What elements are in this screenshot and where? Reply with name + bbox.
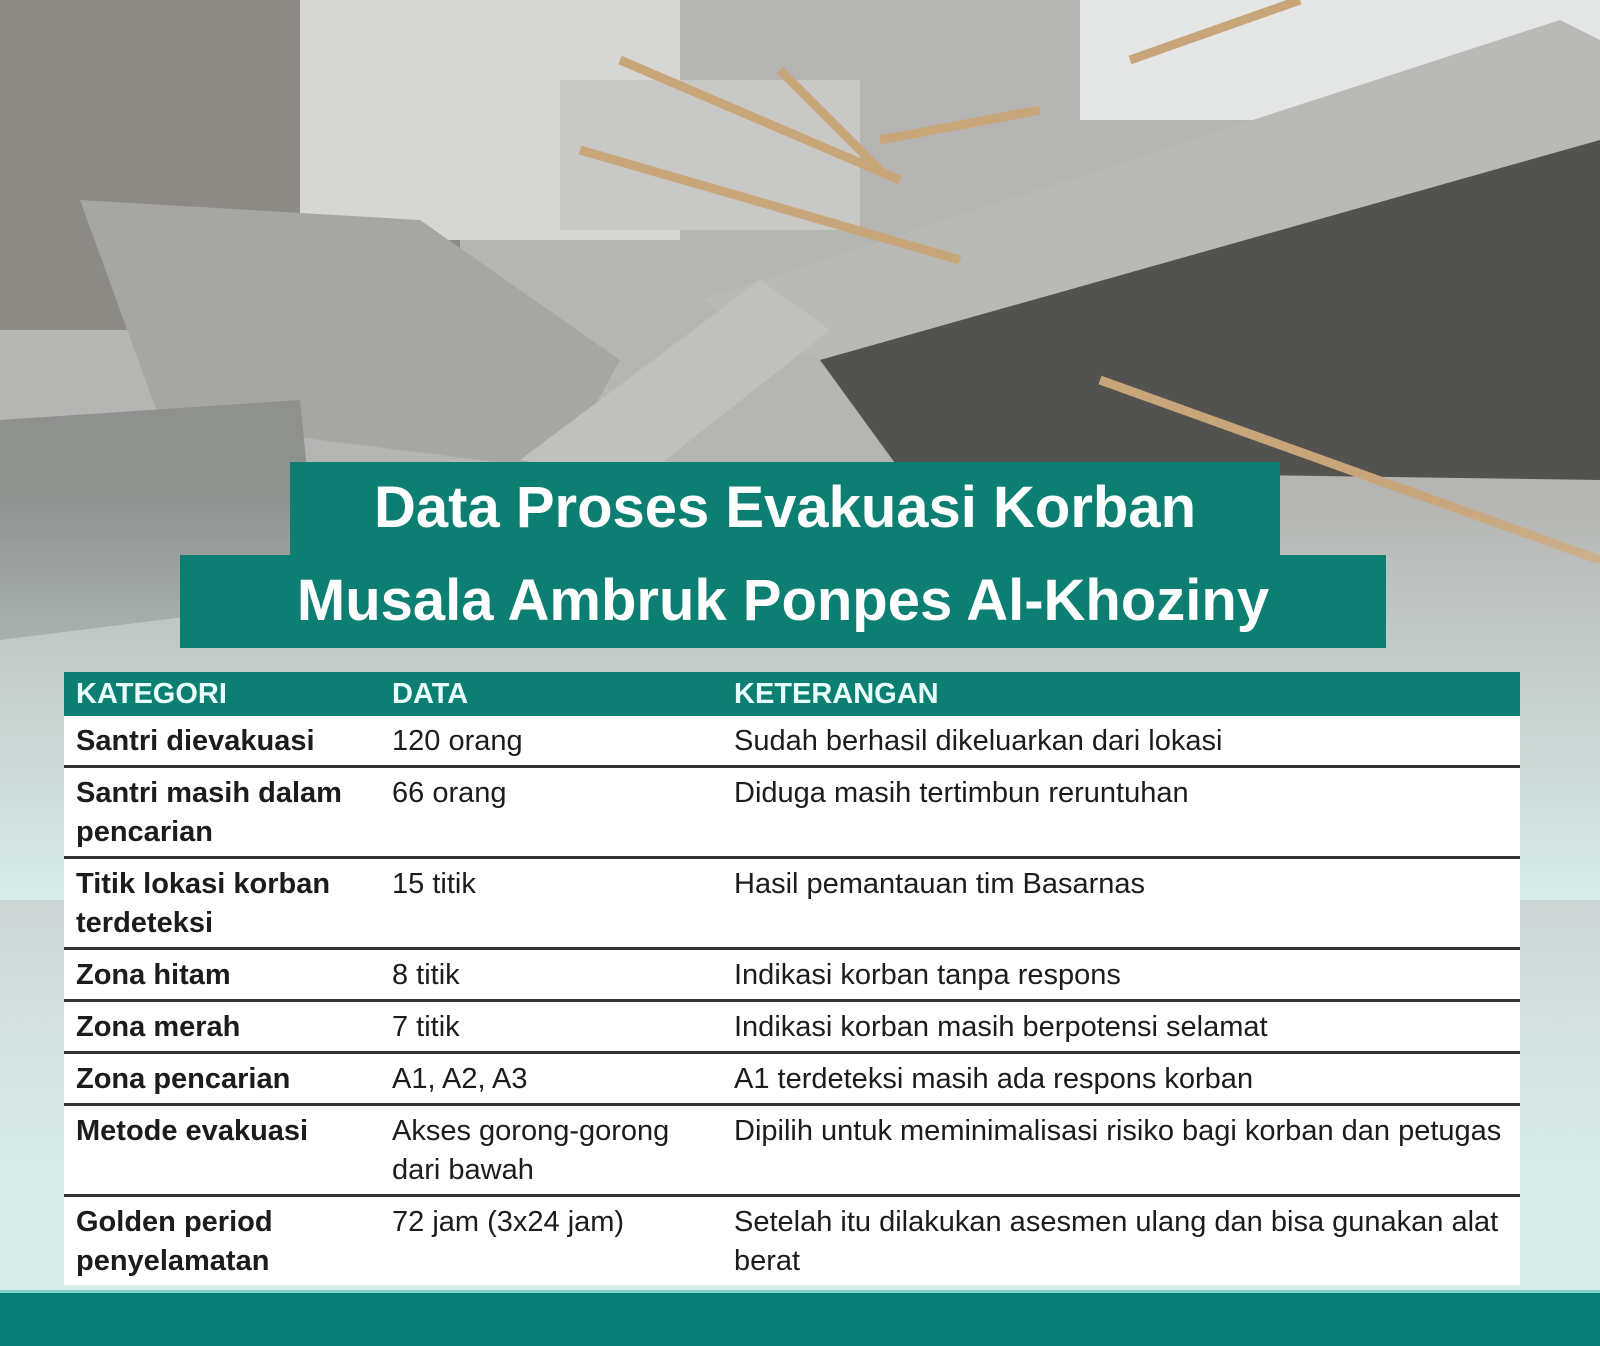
header-data: DATA <box>380 672 722 716</box>
cell-keterangan: Indikasi korban tanpa respons <box>722 949 1520 1001</box>
cell-data: 66 orang <box>380 767 722 858</box>
cell-data: 120 orang <box>392 725 523 757</box>
cell-data: 8 titik <box>380 949 722 1001</box>
table-row <box>64 949 1520 1001</box>
header-kategori: KATEGORI <box>64 672 380 716</box>
table-row <box>64 1001 1520 1053</box>
cell-data: 7 titik <box>380 1001 722 1053</box>
table-row <box>64 716 1520 767</box>
table-row <box>64 858 1520 949</box>
evacuation-data-table <box>64 672 1520 1285</box>
footer-band <box>0 1290 1600 1346</box>
title-line-1: Data Proses Evakuasi Korban <box>290 462 1280 555</box>
cell-data: Akses gorong-gorong dari bawah <box>380 1105 722 1196</box>
cell-keterangan: Indikasi korban masih berpotensi selamat <box>722 1001 1520 1053</box>
header-keterangan: KETERANGAN <box>722 672 1520 716</box>
cell-keterangan: Dipilih untuk meminimalisasi risiko bagi korban dan petugas <box>722 1105 1520 1196</box>
cell-kategori: Zona hitam <box>64 949 380 1001</box>
table-row <box>64 767 1520 858</box>
cell-kategori: Zona pencarian <box>64 1053 380 1105</box>
table-row <box>64 1053 1520 1105</box>
cell-keterangan: Sudah berhasil dikeluarkan dari lokasi <box>734 725 1223 757</box>
cell-data: A1, A2, A3 <box>380 1053 722 1105</box>
cell-data: 15 titik <box>380 858 722 949</box>
cell-keterangan: Diduga masih tertimbun reruntuhan <box>722 767 1520 858</box>
cell-keterangan: A1 terdeteksi masih ada respons korban <box>722 1053 1520 1105</box>
cell-kategori: Zona merah <box>64 1001 380 1053</box>
cell-keterangan: Hasil pemantauan tim Basarnas <box>722 858 1520 949</box>
cell-kategori: Metode evakuasi <box>64 1105 380 1196</box>
cell-kategori: Titik lokasi korban terdeteksi <box>64 858 380 949</box>
table-row <box>64 1105 1520 1196</box>
cell-kategori: Santri masih dalam pencarian <box>64 767 380 858</box>
table-header-row <box>64 672 1520 716</box>
table-row <box>64 1196 1520 1286</box>
title-line-2: Musala Ambruk Ponpes Al-Khoziny <box>180 555 1386 648</box>
cell-kategori: Golden period penyelamatan <box>64 1196 380 1286</box>
cell-data: 72 jam (3x24 jam) <box>380 1196 722 1286</box>
cell-keterangan: Setelah itu dilakukan asesmen ulang dan bisa gunakan alat berat <box>722 1196 1520 1286</box>
cell-kategori: Santri dievakuasi <box>76 725 315 757</box>
